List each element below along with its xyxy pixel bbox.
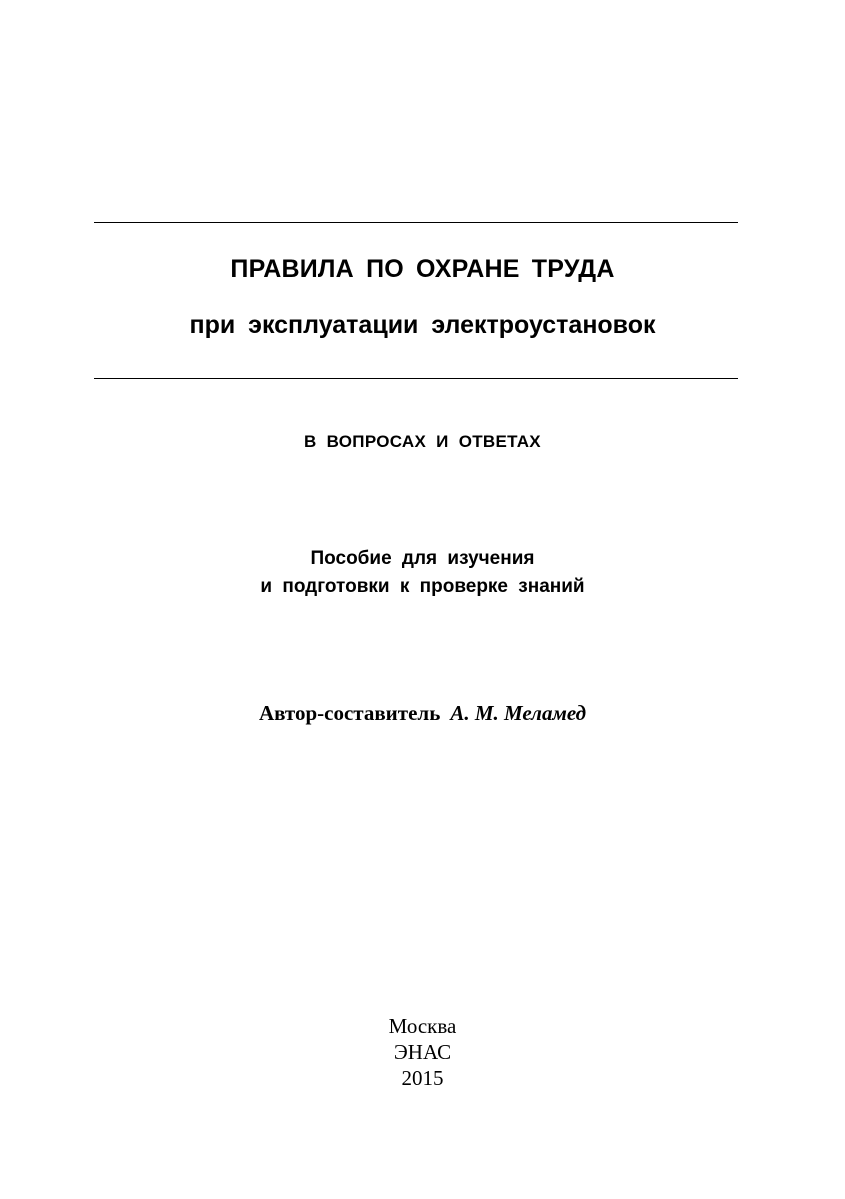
book-title: ПРАВИЛА ПО ОХРАНЕ ТРУДА — [230, 255, 615, 283]
imprint-city: Москва — [388, 1014, 457, 1038]
bottom-divider — [94, 378, 738, 379]
imprint-publisher: ЭНАС — [393, 1040, 452, 1064]
purpose-line-1: Пособие для изучения — [310, 548, 535, 569]
imprint-year: 2015 — [401, 1066, 444, 1090]
format-note: В ВОПРОСАХ И ОТВЕТАХ — [304, 432, 541, 451]
book-subtitle: при эксплуатации электроустановок — [189, 311, 656, 339]
purpose-line-2: и подготовки к проверке знаний — [260, 576, 585, 597]
author-credit — [0, 701, 845, 726]
author-name: А. М. Меламед — [450, 701, 587, 725]
author-role: Автор-составитель — [258, 701, 441, 725]
top-divider — [94, 222, 738, 223]
